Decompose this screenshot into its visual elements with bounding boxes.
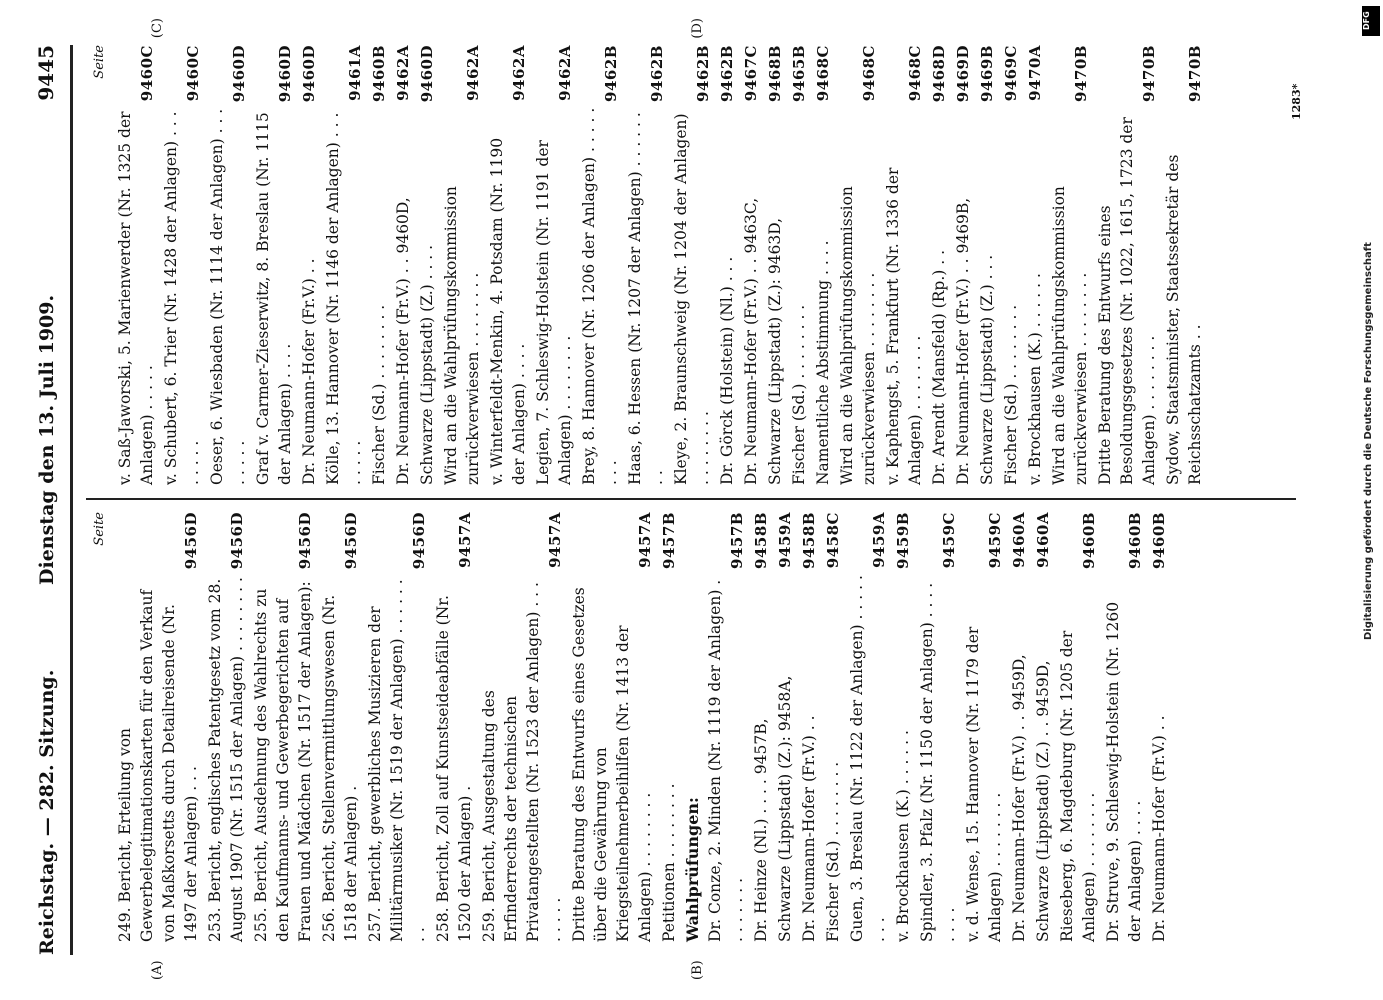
entry-text: Kölle, 13. Hannover (Nr. 1146 der Anlagen) . . . . . . . . (324, 107, 364, 485)
entry-page-ref: 9460D (418, 45, 436, 103)
entry-page-ref: 9460C (138, 45, 156, 102)
entry-page-ref: 9468C (860, 45, 878, 102)
entry-text: v. d. Wense, 15. Hannover (Nr. 1179 der Anlagen) . . . . . . . . (964, 621, 1004, 942)
toc-entry (392, 45, 414, 485)
entry-text: Dr. Görck (Holstein) (Nl.) . . . (718, 256, 736, 485)
toc-entry (440, 45, 484, 485)
entry-page-ref: 9462A (394, 45, 412, 101)
toc-entry (1024, 45, 1046, 485)
entry-page-ref: 9462A (510, 45, 528, 101)
toc-entry (740, 45, 762, 485)
entry-text: 249. Bericht, Erteilung von Gewerbelegitimationskarten für den Verkauf von Maßkorsetts durch Detailreisende (Nr. 1497 der Anlagen) . . . (116, 584, 200, 942)
toc-entry (1094, 45, 1160, 485)
entry-text: Dr. Arendt (Mansfeld) (Rp.) . . (930, 249, 948, 485)
entry-page-ref: 9468C (906, 45, 924, 102)
toc-entry (114, 45, 158, 485)
entry-page-ref: 9459B (894, 512, 912, 569)
entry-text: Wird an die Wahlprüfungskommission zurückverwiesen . . . . . . . . (442, 181, 482, 485)
left-column (92, 512, 1172, 942)
entry-page-ref: 9456D (296, 512, 314, 570)
entry-text: v. Kaphengst, 5. Frankfurt (Nr. 1336 der Anlagen) . . . . . . . . (884, 162, 924, 485)
entry-page-ref: 9456D (228, 512, 246, 570)
entry-text: v. Saß-Jaworski, 5. Marienwerder (Nr. 1325 der Anlagen) . . . . . (116, 106, 156, 485)
toc-entry (882, 45, 926, 485)
entry-text: 253. Bericht, englisches Patentgesetz vom 28. August 1907 (Nr. 1515 der Anlagen) . . . . . . . . (206, 573, 246, 942)
entry-text: Wahlprüfungen: (683, 797, 702, 942)
entry-page-ref: 9460C (184, 45, 202, 102)
entry-text: v. Brockhausen (K.) . . . . . . (1026, 273, 1044, 485)
entry-page-ref: 9460B (1126, 512, 1144, 569)
toc-entry (764, 45, 786, 485)
toc-entry (836, 45, 880, 485)
toc-entry (1000, 45, 1022, 485)
entry-text: Petitionen . . . . . . . . (660, 783, 678, 942)
entry-page-ref: 9460D (276, 45, 294, 103)
entry-text: Brey, 8. Hannover (Nr. 1206 der Anlagen) . . . . . . . . (580, 102, 620, 485)
toc-entry (1048, 45, 1092, 485)
entry-text: Dr. Neumann-Hofer (Fr.V.) . . (800, 715, 818, 942)
entry-page-ref: 9457B (728, 512, 746, 569)
entry-text: Guen, 3. Breslau (Nr. 1122 der Anlagen) . . . . . . . . (848, 570, 888, 942)
entry-text: Dr. Neumann-Hofer (Fr.V.) . . (1150, 715, 1168, 942)
toc-entry (812, 45, 834, 485)
toc-entry (532, 45, 576, 485)
entry-page-ref: 9470B (1186, 45, 1204, 102)
toc-entry (1008, 512, 1030, 942)
entry-page-ref: 9470B (1072, 45, 1090, 102)
entry-text: Schwarze (Lippstadt) (Z.) . . 9459D, (1034, 660, 1052, 942)
toc-entry (798, 512, 820, 942)
entry-text: Graf v. Carmer-Zieserwitz, 8. Breslau (Nr. 1115 der Anlagen) . . . . (254, 107, 294, 485)
toc-entry (204, 512, 248, 942)
toc-entry (658, 512, 680, 942)
seite-label: Seite (92, 45, 107, 79)
entry-text: Schwarze (Lippstadt) (Z.): 9463D, (766, 217, 784, 485)
toc-entry (1148, 512, 1170, 942)
entry-text: 256. Bericht, Stellenvermittlungswesen (Nr. 1518 der Anlagen) . (320, 589, 360, 942)
toc-entry (206, 45, 250, 485)
seite-label: Seite (92, 512, 107, 546)
entry-text: Schwarze (Lippstadt) (Z.) . . . (978, 254, 996, 485)
entry-page-ref: 9462A (556, 45, 574, 101)
toc-entry (916, 512, 960, 942)
entry-text: Sydow, Staatsminister, Staatssekretär des Reichsschatzamts . . (1164, 149, 1204, 485)
entry-page-ref: 9465B (790, 45, 808, 102)
page-number: 9445 (34, 45, 58, 101)
entry-text: Schwarze (Lippstadt) (Z.) . . . . (418, 244, 436, 485)
entry-page-ref: 9470A (1026, 45, 1044, 101)
entry-text: Dritte Beratung des Entwurfs eines Besoldungsgesetzes (Nr. 1022, 1615, 1723 der Anlagen) . . . . . . . . (1096, 112, 1158, 485)
entry-text: Dr. Heinze (Nl.) . . . . 9457B, (752, 718, 770, 942)
entry-text: v. Winterfeldt-Menkin, 4. Potsdam (Nr. 1190 der Anlagen) . . . . (488, 132, 528, 485)
right-column (92, 45, 1208, 485)
margin-letter-b: (B) (690, 960, 705, 980)
page-header (30, 45, 73, 955)
entry-page-ref: 9462B (718, 45, 736, 102)
entry-page-ref: 9462B (694, 45, 712, 102)
entry-text: Spindler, 3. Pfalz (Nr. 1150 der Anlagen) . . . . . . . . (918, 577, 958, 942)
entry-page-ref: 9462A (464, 45, 482, 101)
entry-page-ref: 9459C (940, 512, 958, 569)
entry-page-ref: 9469B (978, 45, 996, 102)
toc-entry (716, 45, 738, 485)
entry-page-ref: 9460A (1034, 512, 1052, 568)
entry-page-ref: 9462B (648, 45, 666, 102)
entry-page-ref: 9458B (752, 512, 770, 569)
margin-letter-d: (D) (690, 18, 705, 39)
toc-entry (976, 45, 998, 485)
entry-page-ref: 9457A (456, 512, 474, 568)
entry-text: Dr. Neumann-Hofer (Fr.V.) . . (300, 258, 318, 485)
column-divider (86, 498, 1296, 500)
entry-text: Dr. Neumann-Hofer (Fr.V.) . . 9463C, (742, 197, 760, 485)
entry-page-ref: 9461A (346, 45, 364, 101)
entry-page-ref: 9458C (824, 512, 842, 569)
toc-entry (250, 512, 316, 942)
entry-page-ref: 9468B (766, 45, 784, 102)
entry-text: Wird an die Wahlprüfungskommission zurückverwiesen . . . . . . . . (838, 181, 878, 485)
entry-text: 258. Bericht, Zoll auf Kunstseideabfälle (Nr. 1520 der Anlagen) . (434, 590, 474, 942)
toc-entry (252, 45, 296, 485)
toc-entry (846, 512, 890, 942)
entry-page-ref: 9457A (546, 512, 564, 568)
toc-entry (1162, 45, 1206, 485)
entry-page-ref: 9460D (230, 45, 248, 103)
entry-page-ref: 9456D (410, 512, 428, 570)
entry-text: Namentliche Abstimmung . . . . (814, 240, 832, 485)
toc-entry (114, 512, 202, 942)
toc-entry (578, 45, 622, 485)
toc-entry (822, 512, 844, 942)
footnote-mark: 1283* (1290, 83, 1303, 120)
toc-entry (368, 45, 390, 485)
toc-entry (892, 512, 914, 942)
entry-text: Dritte Beratung des Entwurfs eines Gesetzes über die Gewährung von Kriegsteilnehmerbeihilfen (Nr. 1413 der Anlagen) . . . . . . . . (570, 582, 654, 942)
margin-letter-a: (A) (150, 960, 165, 980)
entry-text: Fischer (Sd.) . . . . . . . . (370, 304, 388, 485)
entry-text: Kleye, 2. Braunschweig (Nr. 1204 der Anlagen) . . . . . . . . (672, 108, 712, 485)
toc-entry (298, 45, 320, 485)
entry-page-ref: 9467C (742, 45, 760, 102)
toc-entry (432, 512, 476, 942)
entry-text: Wird an die Wahlprüfungskommission zurückverwiesen . . . . . . . . (1050, 181, 1090, 485)
toc-entry (962, 512, 1006, 942)
entry-text: Schwarze (Lippstadt) (Z.): 9458A, (776, 675, 794, 942)
toc-entry (750, 512, 772, 942)
toc-entry (568, 512, 656, 942)
header-date: Dienstag den 13. Juli 1909. (36, 294, 58, 585)
entry-text: Dr. Neumann-Hofer (Fr.V.) . . 9460D, (394, 197, 412, 485)
toc-entry (486, 45, 530, 485)
entry-page-ref: 9458B (800, 512, 818, 569)
entry-page-ref: 9456D (342, 512, 360, 570)
entry-page-ref: 9468D (930, 45, 948, 103)
entry-text: v. Brockhausen (K.) . . . . . . (894, 730, 912, 942)
entry-text: Dr. Struve, 9. Schleswig-Holstein (Nr. 1260 der Anlagen) . . . . (1104, 596, 1144, 942)
entry-page-ref: 9460B (1150, 512, 1168, 569)
entry-text: Rieseberg, 6. Magdeburg (Nr. 1205 der Anlagen) . . . . . . . . (1058, 625, 1098, 942)
toc-entry (318, 512, 362, 942)
entry-page-ref: 9457A (636, 512, 654, 568)
toc-entry (364, 512, 430, 942)
dfg-note: Digitalisierung gefördert durch die Deutsche Forschungsgemeinschaft (1363, 242, 1374, 640)
entry-text: Dr. Neumann-Hofer (Fr.V.) . . 9469B, (954, 197, 972, 485)
dfg-sidebar (1360, 0, 1383, 1000)
toc-entry (952, 45, 974, 485)
entry-page-ref: 9459A (776, 512, 794, 568)
entry-page-ref: 9462B (602, 45, 620, 102)
entry-page-ref: 9456D (182, 512, 200, 570)
entry-page-ref: 9457B (660, 512, 678, 569)
entry-page-ref: 9460D (300, 45, 318, 103)
entry-text: Fischer (Sd.) . . . . . . . . (1002, 304, 1020, 485)
margin-letter-c: (C) (150, 18, 165, 39)
toc-entry (704, 512, 748, 942)
entry-text: Haas, 6. Hessen (Nr. 1207 der Anlagen) . . . . . . . . (626, 107, 666, 485)
entry-page-ref: 9460B (1080, 512, 1098, 569)
toc-entry (788, 45, 810, 485)
entry-text: Dr. Neumann-Hofer (Fr.V.) . . 9459D, (1010, 654, 1028, 942)
toc-entry (624, 45, 668, 485)
toc-entry (1056, 512, 1100, 942)
section-heading (682, 512, 704, 942)
toc-entry (416, 45, 438, 485)
toc-entry (928, 45, 950, 485)
entry-page-ref: 9470B (1140, 45, 1158, 102)
entry-text: Legien, 7. Schleswig-Holstein (Nr. 1191 der Anlagen) . . . . . . . . (534, 135, 574, 485)
toc-entry (160, 45, 204, 485)
toc-entry (774, 512, 796, 942)
entry-page-ref: 9468C (814, 45, 832, 102)
entry-text: 259. Bericht, Ausgestaltung des Erfinderrechts der technischen Privatangestellten (Nr. 1523 der Anlagen) . . . . . . . . (480, 577, 564, 942)
entry-text: Oeser, 6. Wiesbaden (Nr. 1114 der Anlagen) . . . . . . . . (208, 103, 248, 485)
toc-entry (1032, 512, 1054, 942)
header-left: Reichstag. — 282. Sitzung. (36, 669, 58, 955)
toc-entry (322, 45, 366, 485)
entry-text: 255. Bericht, Ausdehnung des Wahlrechts zu den Kaufmanns- und Gewerbegerichten auf Frauen und Mädchen (Nr. 1517 der Anlagen): (252, 581, 314, 942)
toc-entry (1102, 512, 1146, 942)
entry-page-ref: 9469C (1002, 45, 1020, 102)
dfg-logo: DFG (1362, 6, 1380, 36)
entry-text: v. Schubert, 6. Trier (Nr. 1428 der Anlagen) . . . . . . . . (162, 106, 202, 485)
entry-text: Dr. Conze, 2. Minden (Nr. 1119 der Anlagen) . . . . . . . . (706, 574, 746, 942)
entry-text: Fischer (Sd.) . . . . . . . . (824, 761, 842, 942)
entry-page-ref: 9469D (954, 45, 972, 103)
entry-page-ref: 9459A (870, 512, 888, 568)
entry-page-ref: 9459C (986, 512, 1004, 569)
toc-entry (478, 512, 566, 942)
entry-text: Fischer (Sd.) . . . . . . . . (790, 304, 808, 485)
entry-text: 257. Bericht, gewerbliches Musizieren der Militärmusiker (Nr. 1519 der Anlagen) . . . . . . . . (366, 574, 428, 942)
entry-page-ref: 9460A (1010, 512, 1028, 568)
toc-entry (670, 45, 714, 485)
entry-page-ref: 9460B (370, 45, 388, 102)
